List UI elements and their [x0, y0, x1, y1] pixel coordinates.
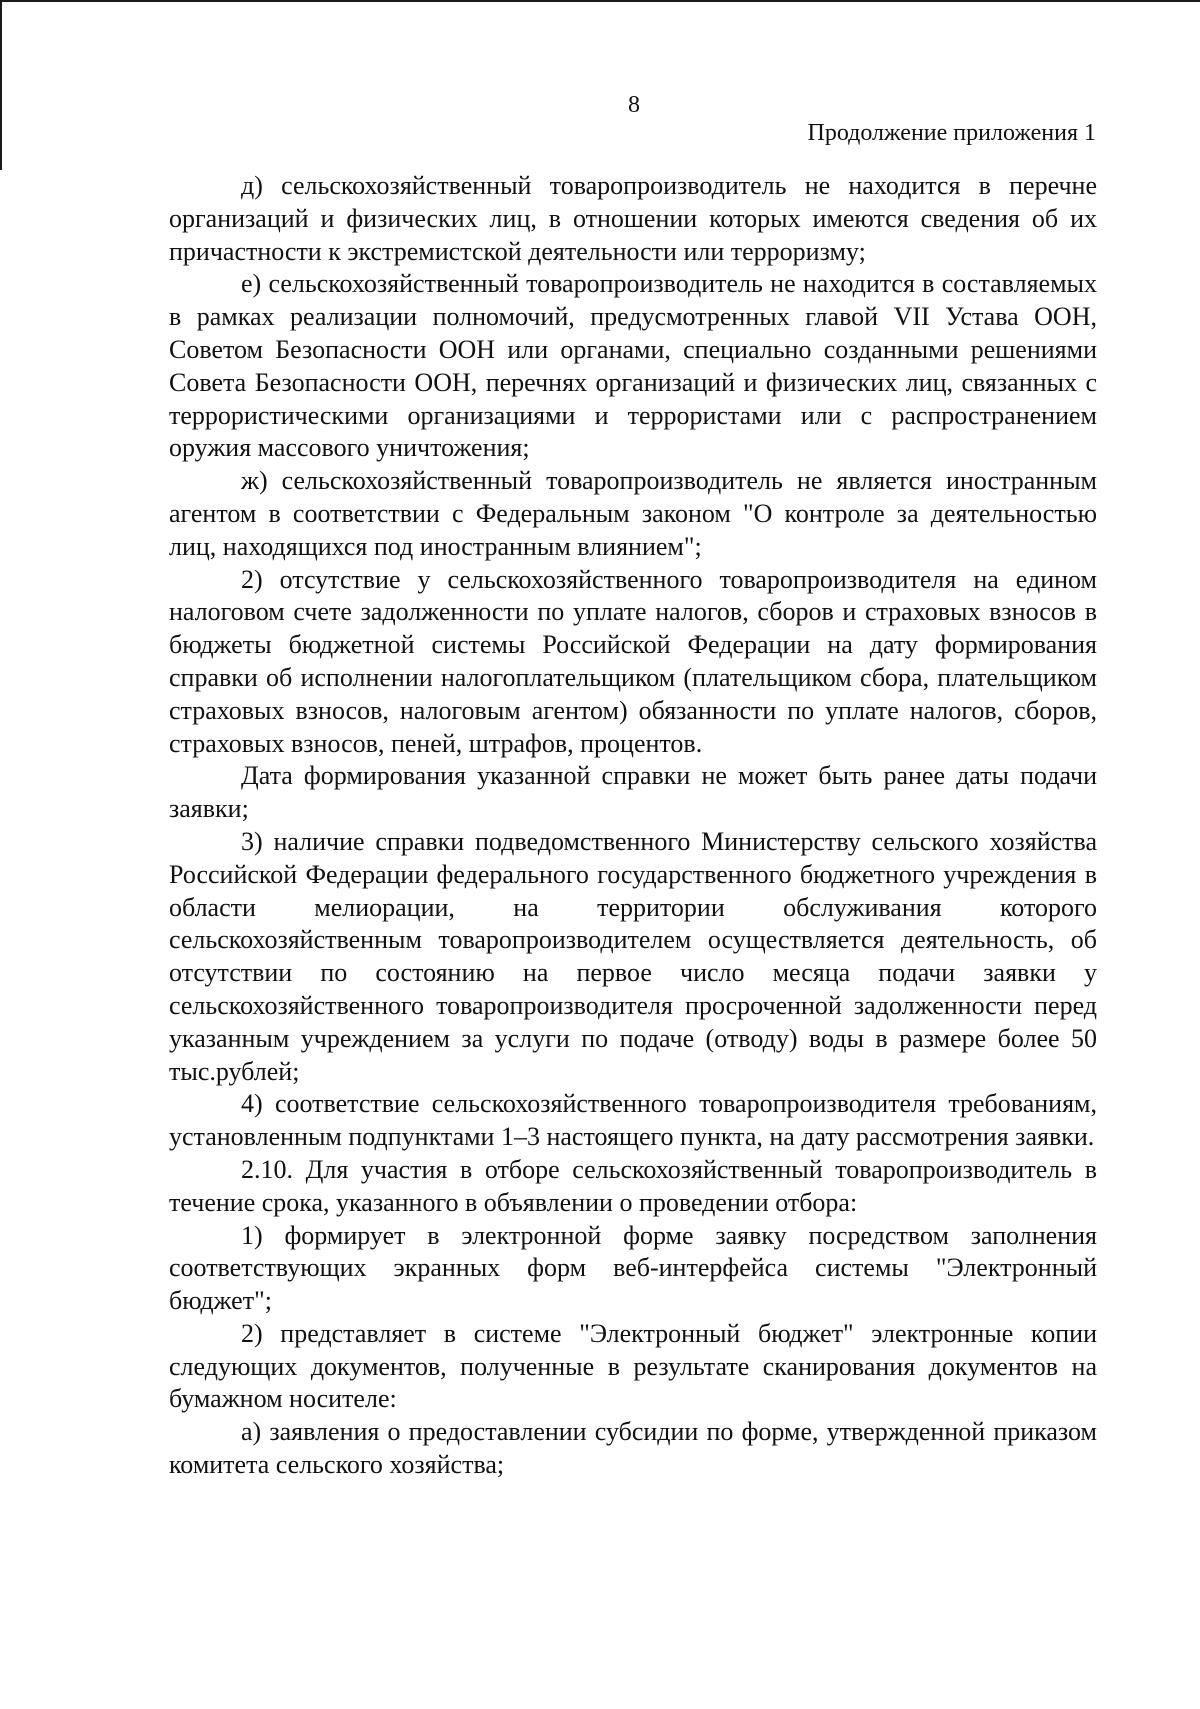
scan-border-top — [0, 0, 1200, 2]
paragraph-item-a: а) заявления о предоставлении субсидии по форме, утвержденной приказом комитета сельского хозяйства; — [169, 1417, 1097, 1480]
scan-border-left — [0, 0, 2, 170]
paragraph-step-1: 1) формирует в электронной форме заявку посредством заполнения соответствующих экранных форм веб-интерфейса системы "Электронный бюджет"; — [169, 1220, 1097, 1316]
paragraph-item-4: 4) соответствие сельскохозяйственного товаропроизводителя требованиям, установленным подпунктами 1–3 настоящего пункта, на дату рассмотрения заявки. — [169, 1089, 1097, 1152]
paragraph-item-2: 2) отсутствие у сельскохозяйственного товаропроизводителя на едином налоговом счете задолженности по уплате налогов, сборов и страховых взносов в бюджеты бюджетной системы Российской Федерации на дату формирования справки об исполнении налогоплательщиком (плательщиком сбора, плательщиком страховых взносов, налоговым агентом) обязанности по уплате налогов, сборов, страховых взносов, пеней, штрафов, процентов. — [169, 564, 1097, 758]
page-number: 8 — [628, 92, 640, 118]
paragraph-item-zh: ж) сельскохозяйственный товаропроизводитель не является иностранным агентом в соответствии с Федеральным законом "О контроле за деятельностью лиц, находящихся под иностранным влиянием"; — [169, 466, 1097, 561]
paragraph-item-3: 3) наличие справки подведомственного Министерству сельского хозяйства Российской Федерации федерального государственного бюджетного учреждения в области мелиорации, на территории обслуживания которого сельскохозяйственным товаропроизводителем осуществляется деятельность, об отсутствии по состоянию на первое число месяца подачи заявки у сельскохозяйственного товаропроизводителя просроченной задолженности перед указанным учреждением за услуги по подаче (отводу) воды в размере более 50 тыс.рублей; — [169, 826, 1097, 1086]
paragraph-step-2: 2) представляет в системе "Электронный бюджет" электронные копии следующих документов, полученные в результате сканирования документов на бумажном носителе: — [169, 1318, 1097, 1414]
paragraph-section-2-10: 2.10. Для участия в отборе сельскохозяйственный товаропроизводитель в течение срока, указанного в объявлении о проведении отбора: — [169, 1154, 1097, 1217]
paragraph-item-d: д) сельскохозяйственный товаропроизводитель не находится в перечне организаций и физических лиц, в отношении которых имеются сведения об их причастности к экстремистской деятельности или терроризму; — [169, 171, 1097, 266]
paragraph-item-e: е) сельскохозяйственный товаропроизводитель не находится в составляемых в рамках реализации полномочий, предусмотренных главой VII Устава ООН, Советом Безопасности ООН или органами, специально созданными решениями Совета Безопасности ООН, перечнях организаций и физических лиц, связанных с террористическими организациями и террористами или с распространением оружия массового уничтожения; — [169, 269, 1097, 463]
paragraph-certificate-date: Дата формирования указанной справки не может быть ранее даты подачи заявки; — [169, 761, 1097, 824]
appendix-continuation-label: Продолжение приложения 1 — [807, 120, 1096, 146]
document-body — [169, 170, 1097, 1482]
